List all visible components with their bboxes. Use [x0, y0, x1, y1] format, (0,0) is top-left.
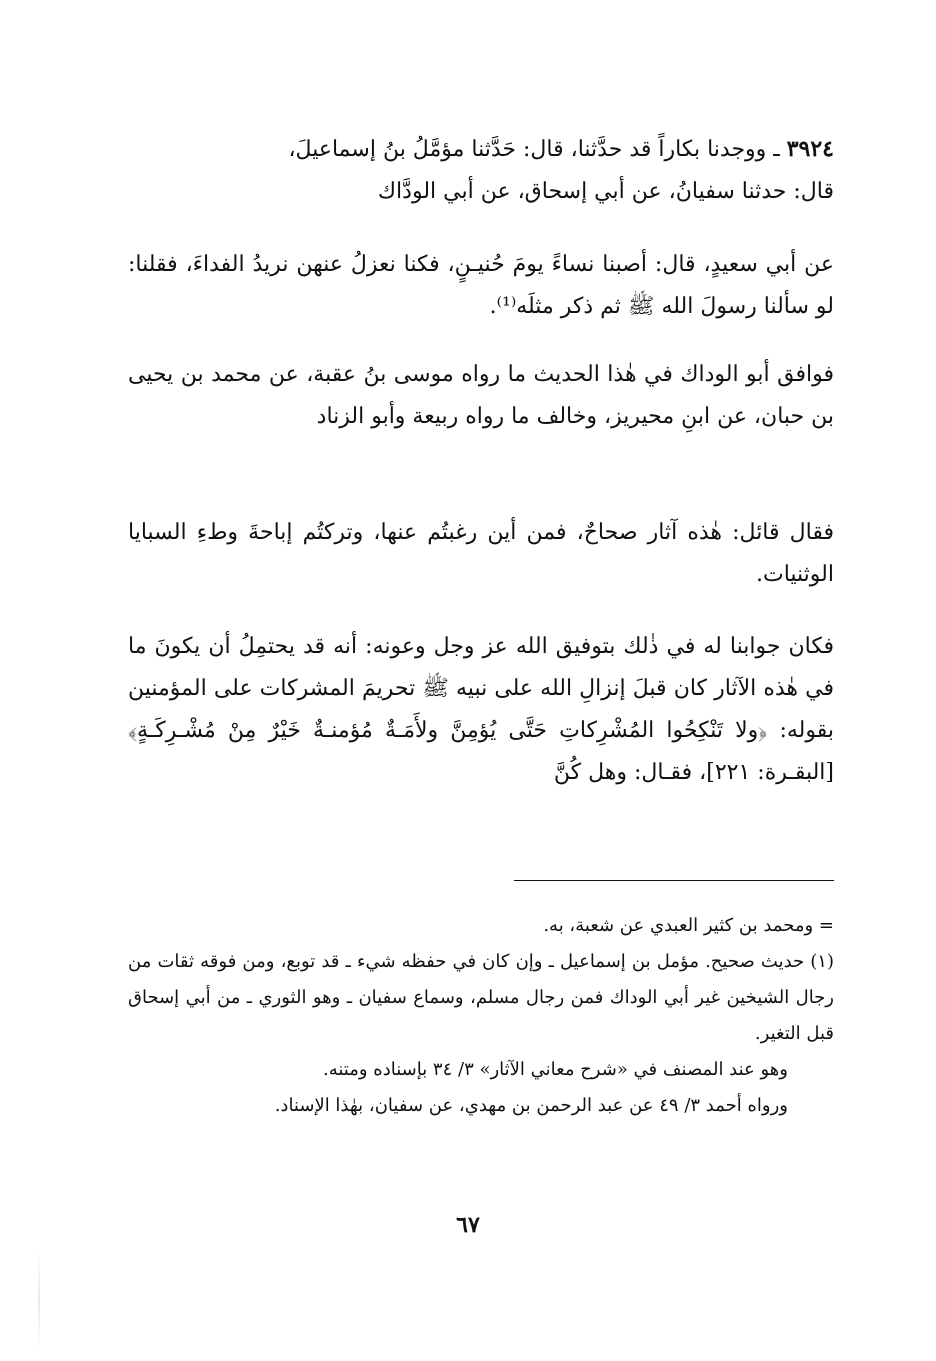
hadith-first-line [128, 128, 834, 171]
page-number: ٦٧ [456, 1212, 480, 1238]
scan-edge-shadow [38, 1250, 40, 1350]
paragraph-4 [128, 626, 834, 794]
paragraph-2-text: فوافق أبو الوداك في هٰذا الحديث ما رواه موسى بنُ عقبة، عن محمد بن يحيى بن حبان، عن ابنِ محيريز، وخالف ما رواه ربيعة وأبو الزناد [128, 362, 834, 429]
hadith-header [128, 128, 834, 213]
hadith-line1-text: ـ ووجدنا بكاراً قد حدَّثنا، قال: حَدَّثنا مؤمَّلُ بنُ إسماعيلَ، [288, 137, 787, 162]
footnotes [128, 908, 834, 1124]
hadith-number: ٣٩٢٤ [786, 136, 834, 162]
paragraph-2 [128, 354, 834, 438]
paragraph-3-text: فقال قائل: هٰذه آثار صحاحٌ، فمن أين رغبتُم عنها، وتركتُم إباحةَ وطءِ السبايا الوثنيات. [128, 520, 834, 587]
paragraph-4-text: فكان جوابنا له في ذٰلك بتوفيق الله عز وجل وعونه: أنه قد يحتمِلُ أن يكونَ ما في هٰذه الآثار كان قبلَ إنزالِ الله على نبيه ﷺ تحريمَ المشركات على المؤمنين بقوله: ﴿ولا تَنْكِحُوا المُشْرِكاتِ حَتَّى يُؤمِنَّ ولأَمَـةٌ مُؤمنـةٌ خَيْرٌ مِنْ مُشْـرِكَـةٍ﴾ [البقـرة: ٢٢١]، فقـال: وهل كُنَّ [128, 634, 834, 785]
footnote-1-ahmad: ورواه أحمد ٣/ ٤٩ عن عبد الرحمن بن مهدي، عن سفيان، بهٰذا الإسناد. [274, 1095, 788, 1116]
footnote-separator [514, 880, 834, 881]
footnote-1-source: وهو عند المصنف في «شرح معاني الآثار» ٣/ ٣٤ بإسناده ومتنه. [322, 1059, 788, 1080]
paragraph-3 [128, 512, 834, 596]
footnote-1: (١) حديث صحيح. مؤمل بن إسماعيل ـ وإن كان في حفظه شيء ـ قد توبع، ومن فوقه ثقات من رجال الشيخين غير أبي الوداك فمن رجال مسلم، وسماع سفيان ـ وهو الثوري ـ من أبي إسحاق قبل التغير. [128, 951, 834, 1044]
paragraph-1 [128, 244, 834, 328]
continuation-mark: = [818, 915, 834, 936]
hadith-second-line: قال: حدثنا سفيانُ، عن أبي إسحاق، عن أبي الودَّاك [377, 179, 834, 204]
continuation-text: ومحمد بن كثير العبدي عن شعبة، به. [543, 915, 814, 936]
footnote-continuation [128, 908, 834, 944]
paragraph-1-text: عن أبي سعيدٍ، قال: أصبنا نساءً يومَ حُنيـنٍ، فكنا نعزلُ عنهن نريدُ الفداءَ، فقلنا: لو سألنا رسولَ الله ﷺ ثم ذكر مثلَه⁽¹⁾. [128, 252, 834, 319]
